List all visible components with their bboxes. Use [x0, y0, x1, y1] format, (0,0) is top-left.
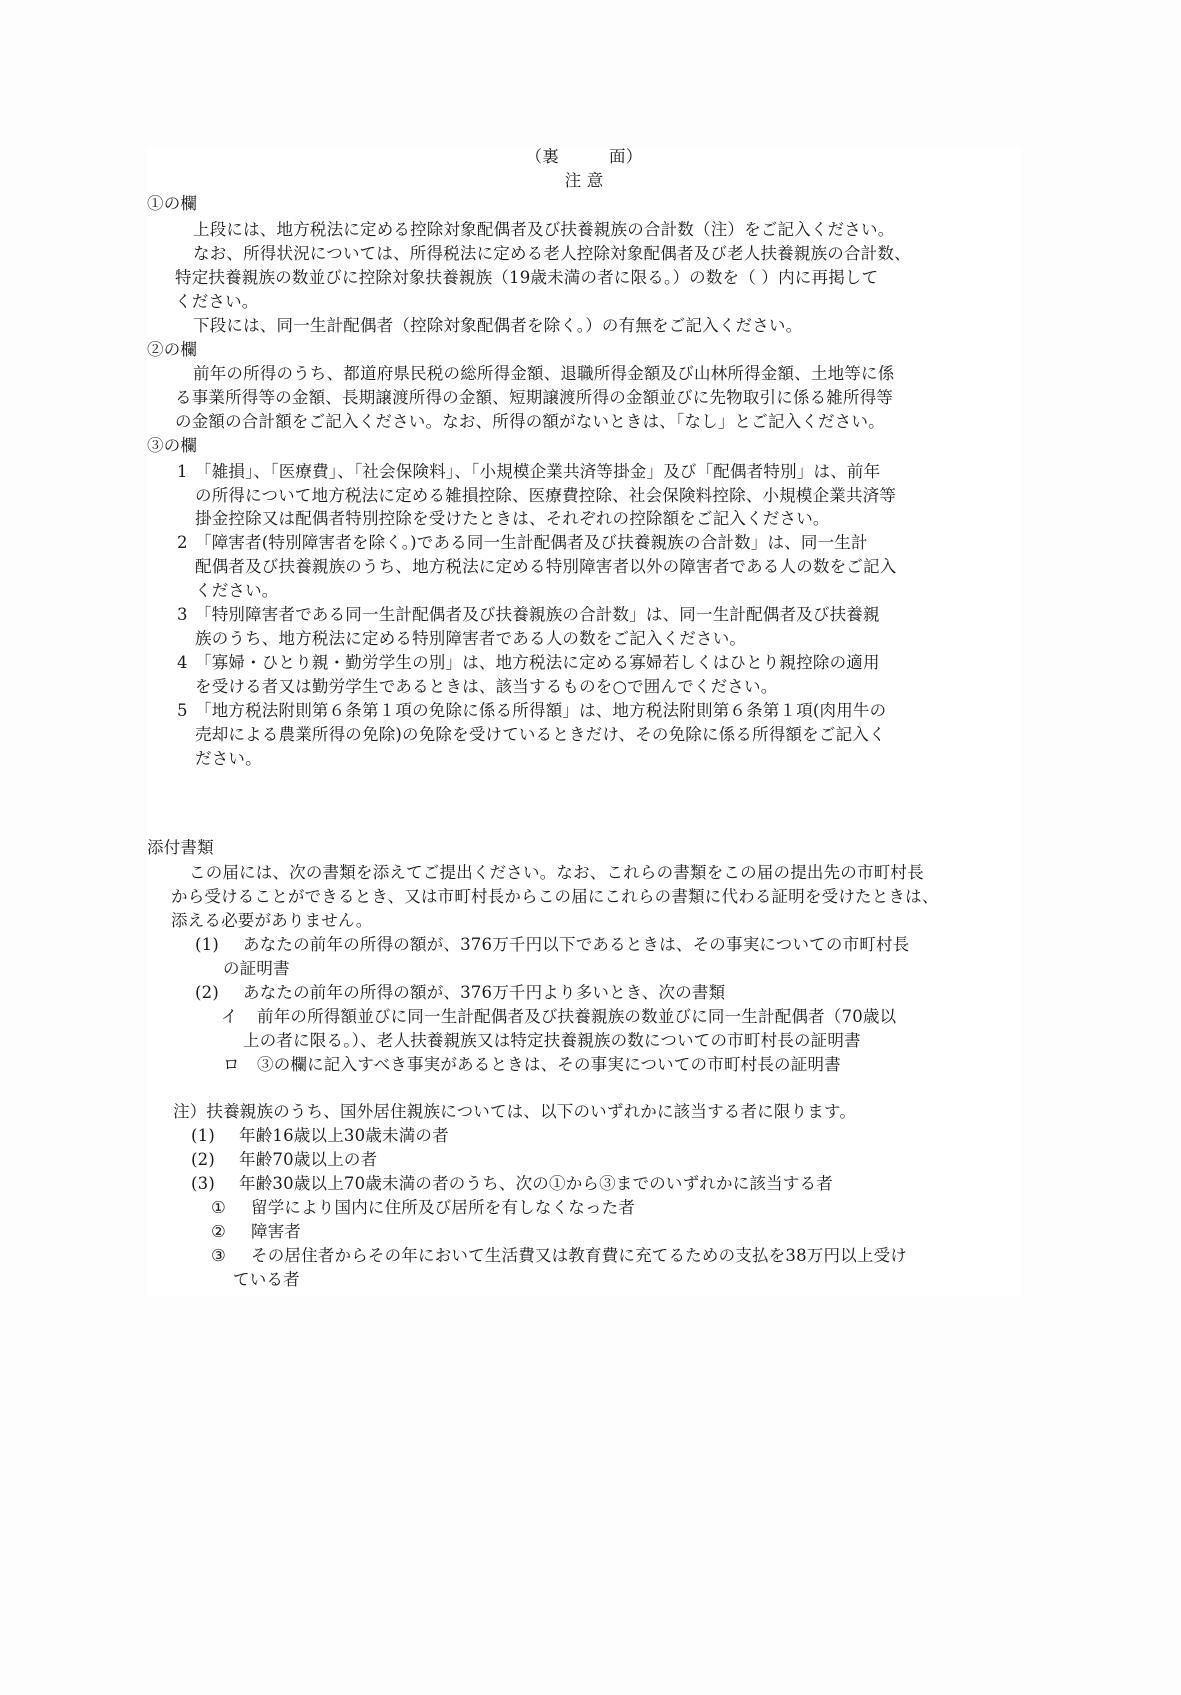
section3-item-number: 2 [177, 533, 188, 552]
note-subitem-line: その居住者からその年において生活費又は教育費に充てるための支払を38万円以上受け [251, 1246, 907, 1265]
section3-item-number: 4 [177, 653, 188, 672]
note-subitem-line: 障害者 [251, 1222, 302, 1241]
section3-item-line: 配偶者及び扶養親族のうち、地方税法に定める特別障害者以外の障害者である人の数をご記入 [195, 557, 897, 576]
note-item-text: 年齢16歳以上30歳未満の者 [239, 1126, 449, 1145]
section3-item-number: 3 [177, 605, 188, 624]
section3-item-line: 「地方税法附則第６条第１項の免除に係る所得額」は、地方税法附則第６条第１項(肉用牛の [195, 701, 887, 720]
note-subitem-line: 留学により国内に住所及び居所を有しなくなった者 [251, 1198, 636, 1217]
section3-item-line: 掛金控除又は配偶者特別控除を受けたときは、それぞれの控除額をご記入ください。 [195, 509, 830, 528]
attachment-subitem-line: ③の欄に記入すべき事実があるときは、その事実についての市町村長の証明書 [257, 1055, 841, 1074]
section3-item-line: を受ける者又は勤労学生であるときは、該当するものを○で囲んでください。 [195, 677, 778, 696]
section3-item-line: の所得について地方税法に定める雑損控除、医療費控除、社会保険料控除、小規模企業共済等 [195, 486, 897, 505]
section3-heading: ③の欄 [147, 436, 198, 455]
note-heading: 注）扶養親族のうち、国外居住親族については、以下のいずれかに該当する者に限ります。 [173, 1102, 857, 1121]
section2-line: 前年の所得のうち、都道府県民税の総所得金額、退職所得金額及び山林所得金額、土地等に係 [193, 364, 895, 383]
section1-line: ください。 [175, 292, 259, 311]
note-subitem-marker: ① [211, 1198, 226, 1217]
section3-item-line: ださい。 [195, 749, 262, 768]
section3-item-number: 5 [177, 701, 188, 720]
attachment-subitem-marker: イ [221, 1007, 238, 1026]
section3-item-line: 族のうち、地方税法に定める特別障害者である人の数をご記入ください。 [195, 629, 747, 648]
section3-item-line: 「特別障害者である同一生計配偶者及び扶養親族の合計数」は、同一生計配偶者及び扶養親 [195, 605, 880, 624]
attachment-item-line: あなたの前年の所得の額が、376万千円以下であるときは、その事実についての市町村長 [243, 935, 910, 954]
section3-item-line: 「雑損」、「医療費」、「社会保険料」、「小規模企業共済等掛金」及び「配偶者特別」は、前年 [195, 462, 881, 481]
section1-line: 特定扶養親族の数並びに控除対象扶養親族（19歳未満の者に限る。）の数を（ ）内に再掲して [175, 268, 879, 287]
page-side-label: （裏 面） [525, 147, 643, 166]
section3-item-line: 「障害者(特別障害者を除く。)である同一生計配偶者及び扶養親族の合計数」は、同一生計 [195, 533, 868, 552]
attachments-intro-line: この届には、次の書類を添えてご提出ください。なお、これらの書類をこの届の提出先の市町村長 [189, 863, 924, 882]
section2-line: の金額の合計額をご記入ください。なお、所得の額がないときは、「なし」とご記入ください。 [175, 412, 885, 431]
note-item-text: 年齢30歳以上70歳未満の者のうち、次の①から③までのいずれかに該当する者 [239, 1174, 833, 1193]
attachment-item-number: (1) [195, 935, 219, 954]
page-title: 注 意 [564, 171, 604, 190]
note-subitem-marker: ③ [211, 1246, 226, 1265]
note-item-text: 年齢70歳以上の者 [239, 1150, 378, 1169]
note-item-number: (3) [191, 1174, 215, 1193]
note-item-number: (1) [191, 1126, 215, 1145]
attachments-intro-line: 添える必要がありません。 [171, 911, 373, 930]
section3-item-line: 売却による農業所得の免除)の免除を受けているときだけ、その免除に係る所得額をご記入く [195, 725, 886, 744]
attachment-subitem-line: 上の者に限る。）、老人扶養親族又は特定扶養親族の数についての市町村長の証明書 [243, 1031, 861, 1050]
attachment-subitem-line: 前年の所得額並びに同一生計配偶者及び扶養親族の数並びに同一生計配偶者（70歳以 [257, 1007, 897, 1026]
document-page [147, 148, 1021, 1296]
section3-item-line: 「寡婦・ひとり親・勤労学生の別」は、地方税法に定める寡婦若しくはひとり親控除の適用 [195, 653, 880, 672]
section3-item-number: 1 [177, 462, 188, 481]
attachments-intro-line: から受けることができるとき、又は市町村長からこの届にこれらの書類に代わる証明を受けたときは、 [171, 887, 939, 906]
section1-heading: ①の欄 [147, 194, 198, 213]
section1-line: 下段には、同一生計配偶者（控除対象配偶者を除く。）の有無をご記入ください。 [193, 316, 803, 335]
section2-line: る事業所得等の金額、長期譲渡所得の金額、短期譲渡所得の金額並びに先物取引に係る雑所得等 [175, 388, 894, 407]
attachment-item-line: の証明書 [223, 959, 290, 978]
section2-heading: ②の欄 [147, 340, 198, 359]
note-subitem-marker: ② [211, 1222, 226, 1241]
attachment-item-number: (2) [195, 983, 219, 1002]
attachment-item-line: あなたの前年の所得の額が、376万千円より多いとき、次の書類 [243, 983, 726, 1002]
note-item-number: (2) [191, 1150, 215, 1169]
attachment-subitem-marker: ロ [223, 1055, 240, 1074]
attachments-heading: 添付書類 [147, 838, 214, 857]
section1-line: 上段には、地方税法に定める控除対象配偶者及び扶養親族の合計数（注）をご記入ください。 [193, 220, 895, 239]
note-subitem-line: ている者 [233, 1270, 300, 1289]
section1-line: なお、所得状況については、所得税法に定める老人控除対象配偶者及び老人扶養親族の合計数、 [193, 244, 911, 263]
section3-item-line: ください。 [195, 581, 279, 600]
